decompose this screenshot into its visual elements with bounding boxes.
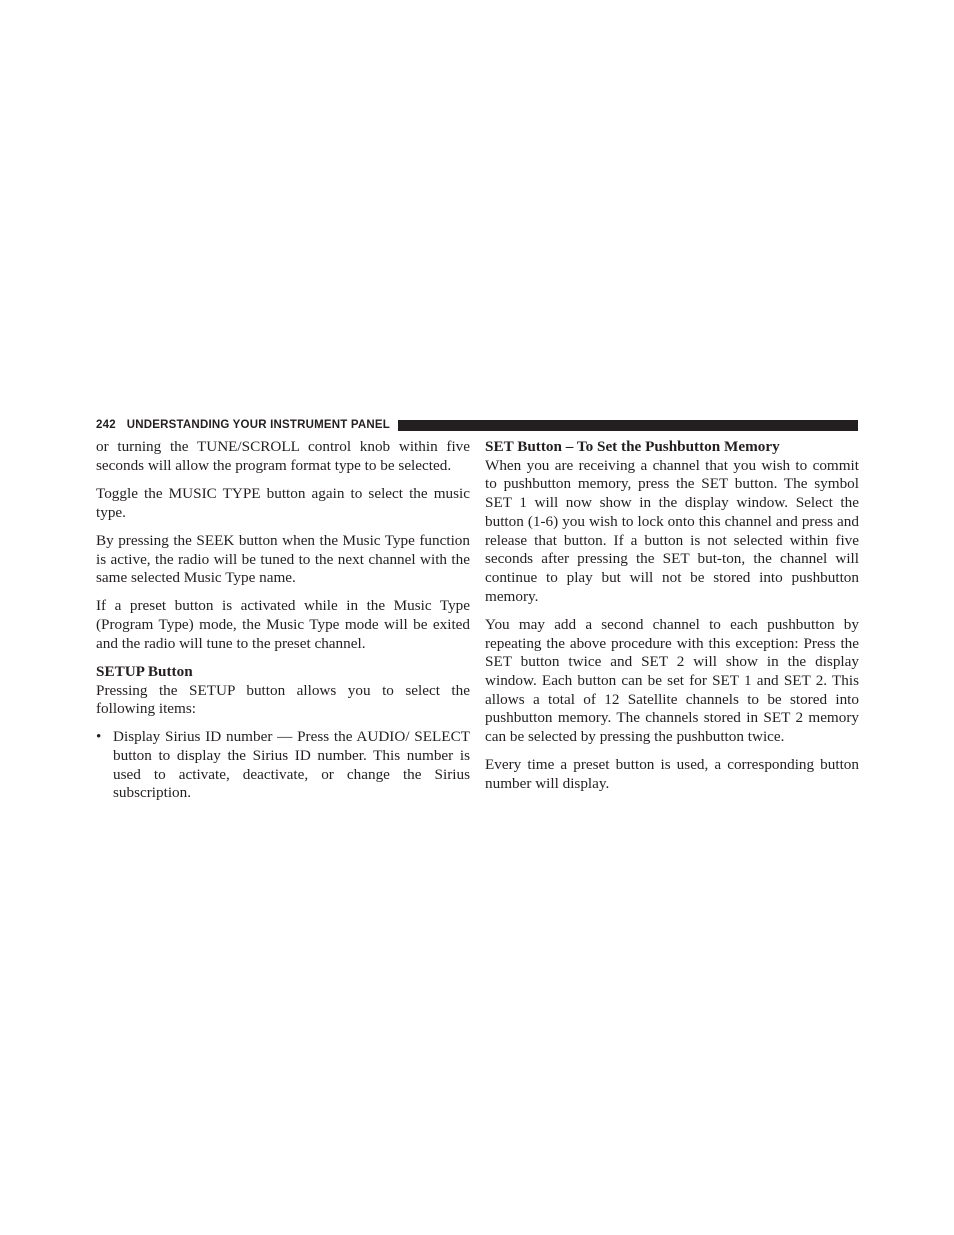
paragraph: By pressing the SEEK button when the Music Type function is active, the radio will be tuned to the next channel with the same selected Music Type name. (96, 531, 470, 587)
section-title: UNDERSTANDING YOUR INSTRUMENT PANEL (126, 419, 390, 431)
setup-intro: Pressing the SETUP button allows you to select the following items: (96, 681, 470, 718)
set-button-heading: SET Button – To Set the Pushbutton Memory (485, 438, 780, 455)
setup-items-list (96, 728, 470, 803)
list-item-text: Display Sirius ID number — Press the AUDIO/ SELECT button to display the Sirius ID number. This number is used to activate, deactivate, or change the Sirius subscription. (113, 728, 470, 802)
bullet-icon: • (96, 728, 102, 746)
setup-heading: SETUP Button (96, 663, 193, 681)
list-item (96, 728, 470, 803)
paragraph: You may add a second channel to each pushbutton by repeating the above procedure with this exception: Press the SET button twice and SET 2 will show in the display window. Each button can be set for SET 1 and SET 2. This allows a total of 12 Satellite channels to be stored into pushbutton memory. The channels stored in SET 2 memory can be selected by pressing the pushbutton twice. (485, 615, 859, 746)
left-column (96, 438, 470, 803)
paragraph: If a preset button is activated while in the Music Type (Program Type) mode, the Music Type mode will be exited and the radio will tune to the preset channel. (96, 597, 470, 652)
paragraph: When you are receiving a channel that you wish to commit to pushbutton memory, press the SET button. The symbol SET 1 will now show in the display window. Select the button (1-6) you wish to lock onto this channel and press and release that button. If a button is not selected within five seconds after pressing the SET but-ton, the channel will continue to play but will not be stored into pushbutton memory. (485, 456, 859, 605)
page-number: 242 (96, 419, 116, 431)
header-rule-bar (398, 420, 858, 431)
paragraph: Every time a preset button is used, a corresponding button number will display. (485, 756, 859, 792)
paragraph: or turning the TUNE/SCROLL control knob within five seconds will allow the program format type to be selected. (96, 438, 470, 474)
right-column (485, 438, 859, 803)
paragraph: Toggle the MUSIC TYPE button again to select the music type. (96, 484, 470, 521)
page-header (96, 418, 858, 432)
